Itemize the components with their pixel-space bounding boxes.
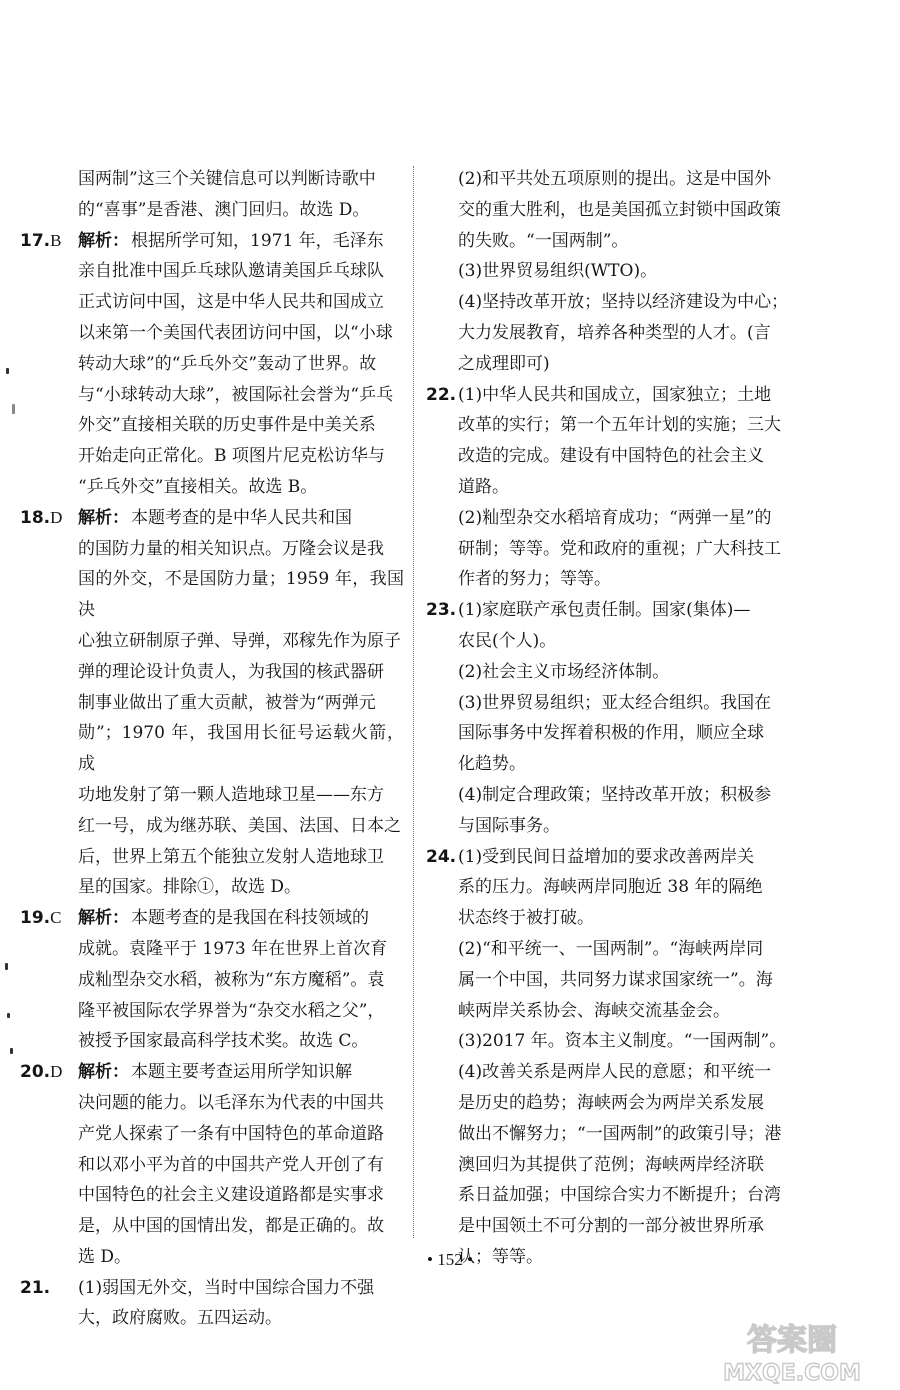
scan-mark bbox=[6, 368, 9, 374]
text-line: 本题考查的是我国在科技领域的 bbox=[131, 908, 369, 929]
scan-mark bbox=[10, 1048, 13, 1054]
answer-letter: D bbox=[50, 507, 63, 527]
column-divider bbox=[413, 166, 414, 1238]
analysis-label: 解析： bbox=[78, 908, 129, 929]
text-line: 根据所学可知，1971 年，毛泽东 bbox=[131, 230, 384, 251]
question-21-continued bbox=[426, 164, 790, 380]
watermark-logo bbox=[700, 1320, 885, 1385]
answer-letter: D bbox=[50, 1062, 63, 1082]
text-line: 农民(个人)。 bbox=[458, 630, 557, 651]
left-column bbox=[20, 164, 404, 1334]
text-line: 国两制”这三个关键信息可以判断诗歌中 bbox=[78, 169, 376, 189]
text-line: 以来第一个美国代表团访问中国，以“小球 bbox=[78, 322, 393, 343]
question-21 bbox=[20, 1273, 404, 1335]
text-line: 与国际事务。 bbox=[458, 815, 560, 836]
question-number: 17. bbox=[20, 230, 51, 251]
question-24 bbox=[426, 842, 790, 1273]
text-line: 大，政府腐败。五四运动。 bbox=[78, 1308, 282, 1329]
question-number: 22. bbox=[426, 384, 457, 405]
text-line: 化趋势。 bbox=[458, 754, 526, 775]
text-line: 系的压力。海峡两岸同胞近 38 年的隔绝 bbox=[458, 877, 763, 898]
text-line: 亲自批准中国乒乓球队邀请美国乒乓球队 bbox=[78, 261, 384, 282]
question-number: 24. bbox=[426, 846, 457, 867]
scan-mark bbox=[5, 963, 8, 970]
text-line: 是中国领土不可分割的一部分被世界所承 bbox=[458, 1216, 764, 1237]
analysis-label: 解析： bbox=[78, 1062, 129, 1083]
text-line: (3)世界贸易组织(WTO)。 bbox=[458, 261, 658, 282]
text-line: (4)坚持改革开放；坚持以经济建设为中心； bbox=[458, 292, 789, 313]
text-line: 心独立研制原子弹、导弹，邓稼先作为原子 bbox=[78, 630, 401, 651]
text-line: 制事业做出了重大贡献，被誉为“两弹元 bbox=[78, 692, 376, 713]
text-line: 改造的完成。建设有中国特色的社会主义 bbox=[458, 446, 764, 467]
text-line: (1)弱国无外交，当时中国综合国力不强 bbox=[78, 1277, 375, 1298]
text-line: 的失败。“一国两制”。 bbox=[458, 230, 629, 251]
text-line: 转动大球”的“乒乓外交”轰动了世界。故 bbox=[78, 353, 377, 374]
watermark-title: 答案圈 bbox=[747, 1323, 837, 1358]
text-line: 与“小球转动大球”，被国际社会誉为“乒乓 bbox=[78, 384, 394, 405]
question-20 bbox=[20, 1057, 404, 1273]
question-18 bbox=[20, 503, 404, 903]
text-line: 决问题的能力。以毛泽东为代表的中国共 bbox=[78, 1092, 384, 1113]
text-line: 认；等等。 bbox=[458, 1246, 543, 1267]
text-line: (1)受到民间日益增加的要求改善两岸关 bbox=[458, 846, 755, 867]
text-line: 是，从中国的国情出发，都是正确的。故 bbox=[78, 1216, 384, 1237]
text-line: 本题主要考查运用所学知识解 bbox=[131, 1062, 352, 1083]
text-line: 之成理即可) bbox=[458, 353, 550, 374]
text-line: (4)改善关系是两岸人民的意愿；和平统一 bbox=[458, 1062, 772, 1083]
question-17 bbox=[20, 226, 404, 503]
watermark-url: MXQE.COM bbox=[723, 1361, 861, 1385]
text-line: 的“喜事”是香港、澳门回归。故选 D。 bbox=[78, 199, 370, 220]
text-line: 是历史的趋势；海峡两会为两岸关系发展 bbox=[458, 1092, 764, 1113]
text-line: (2)籼型杂交水稻培育成功；“两弹一星”的 bbox=[458, 507, 772, 528]
text-line: 产党人探索了一条有中国特色的革命道路 bbox=[78, 1123, 384, 1144]
page-number: • 152 • bbox=[427, 1250, 473, 1269]
q16-continuation bbox=[20, 164, 404, 226]
text-line: 澳回归为其提供了范例；海峡两岸经济联 bbox=[458, 1154, 764, 1175]
text-line: 外交”直接相关联的历史事件是中美关系 bbox=[78, 415, 376, 436]
text-line: 中国特色的社会主义建设道路都是实事求 bbox=[78, 1185, 384, 1206]
text-line: 正式访问中国，这是中华人民共和国成立 bbox=[78, 292, 384, 313]
text-line: 作者的努力；等等。 bbox=[458, 569, 611, 590]
text-line: 成就。袁隆平于 1973 年在世界上首次育 bbox=[78, 938, 388, 959]
answer-letter: B bbox=[50, 230, 62, 250]
text-line: (3)世界贸易组织；亚太经合组织。我国在 bbox=[458, 692, 772, 713]
text-line: 交的重大胜利，也是美国孤立封锁中国政策 bbox=[458, 199, 781, 220]
answer-letter: C bbox=[50, 908, 62, 928]
text-line: 国的外交，不是国防力量；1959 年，我国决 bbox=[78, 569, 404, 621]
text-line: (2)和平共处五项原则的提出。这是中国外 bbox=[458, 169, 772, 189]
text-line: 选 D。 bbox=[78, 1246, 132, 1267]
text-line: (4)制定合理政策；坚持改革开放；积极参 bbox=[458, 784, 772, 805]
text-line: “乒乓外交”直接相关。故选 B。 bbox=[78, 476, 318, 497]
question-number: 18. bbox=[20, 507, 51, 528]
question-number: 19. bbox=[20, 908, 51, 929]
question-number: 21. bbox=[20, 1277, 51, 1298]
question-19 bbox=[20, 903, 404, 1057]
text-line: 弹的理论设计负责人，为我国的核武器研 bbox=[78, 661, 384, 682]
text-line: 被授予国家最高科学技术奖。故选 C。 bbox=[78, 1031, 369, 1052]
scan-mark bbox=[12, 404, 15, 414]
analysis-label: 解析： bbox=[78, 230, 129, 251]
text-line: (2)“和平统一、一国两制”。“海峡两岸同 bbox=[458, 938, 764, 959]
text-line: 成籼型杂交水稻，被称为“东方魔稻”。袁 bbox=[78, 969, 385, 990]
text-line: 研制；等等。党和政府的重视；广大科技工 bbox=[458, 538, 781, 559]
text-line: 红一号，成为继苏联、美国、法国、日本之 bbox=[78, 815, 401, 836]
text-line: 属一个中国，共同努力谋求国家统一”。海 bbox=[458, 969, 773, 990]
right-column bbox=[426, 164, 790, 1273]
question-number: 20. bbox=[20, 1062, 51, 1083]
text-line: 状态终于被打破。 bbox=[458, 908, 594, 929]
question-number: 23. bbox=[426, 600, 457, 621]
text-line: 星的国家。排除①，故选 D。 bbox=[78, 877, 302, 898]
text-line: 道路。 bbox=[458, 476, 509, 497]
text-line: (1)中华人民共和国成立，国家独立；土地 bbox=[458, 384, 772, 405]
scan-mark bbox=[7, 1013, 10, 1018]
text-line: 勋”；1970 年，我国用长征号运载火箭，成 bbox=[78, 723, 404, 775]
question-23 bbox=[426, 595, 790, 841]
text-line: 国际事务中发挥着积极的作用，顺应全球 bbox=[458, 723, 764, 744]
text-line: 后，世界上第五个能独立发射人造地球卫 bbox=[78, 846, 384, 867]
text-line: (2)社会主义市场经济体制。 bbox=[458, 661, 670, 682]
text-line: 的国防力量的相关知识点。万隆会议是我 bbox=[78, 538, 384, 559]
text-line: (1)家庭联产承包责任制。国家(集体)— bbox=[458, 600, 751, 621]
text-line: 改革的实行；第一个五年计划的实施；三大 bbox=[458, 415, 781, 436]
text-line: 本题考查的是中华人民共和国 bbox=[131, 507, 352, 528]
text-line: 和以邓小平为首的中国共产党人开创了有 bbox=[78, 1154, 384, 1175]
analysis-label: 解析： bbox=[78, 507, 129, 528]
text-line: 功地发射了第一颗人造地球卫星——东方 bbox=[78, 784, 384, 805]
text-line: (3)2017 年。资本主义制度。“一国两制”。 bbox=[458, 1031, 787, 1052]
text-line: 隆平被国际农学界誉为“杂交水稻之父”， bbox=[78, 1000, 385, 1021]
text-line: 峡两岸关系协会、海峡交流基金会。 bbox=[458, 1000, 730, 1021]
text-line: 开始走向正常化。B 项图片尼克松访华与 bbox=[78, 446, 385, 467]
text-line: 系日益加强；中国综合实力不断提升；台湾 bbox=[458, 1185, 781, 1206]
question-22 bbox=[426, 380, 790, 596]
text-line: 做出不懈努力；“一国两制”的政策引导；港 bbox=[458, 1123, 782, 1144]
text-line: 大力发展教育，培养各种类型的人才。(言 bbox=[458, 322, 771, 343]
